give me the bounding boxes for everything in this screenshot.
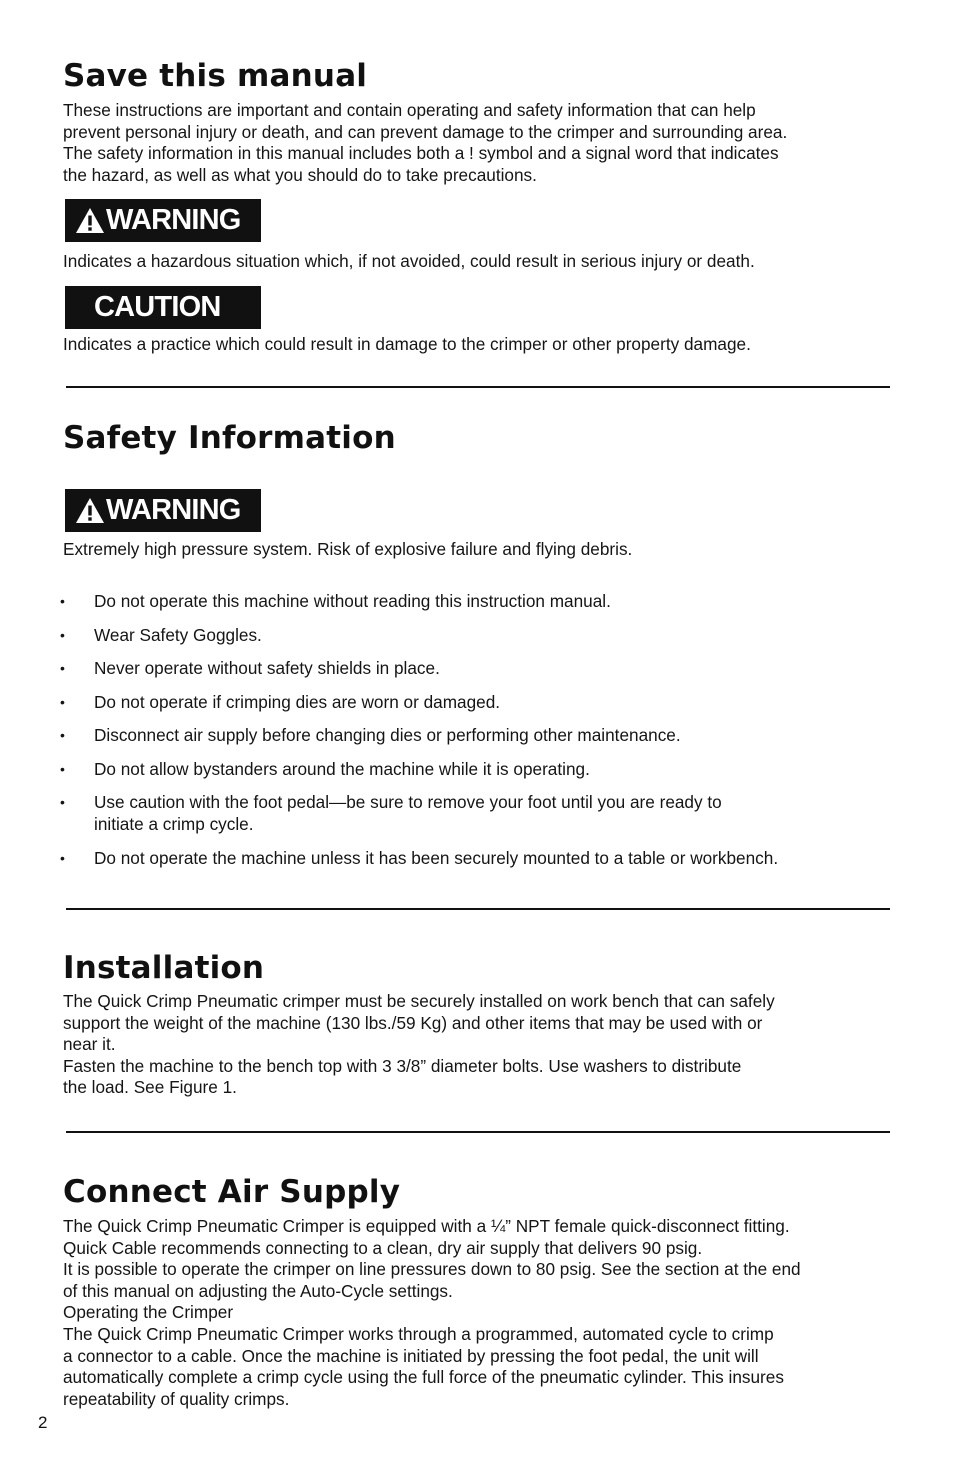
warning-triangle-icon [75,207,105,234]
warning-description-text: Indicates a hazardous situation which, if not avoided, could result in serious injury or death. [63,251,755,271]
caution-description [63,334,751,356]
save-manual-intro [63,100,787,186]
section-divider [66,908,890,910]
installation-text [63,991,775,1099]
bullet-marker: • [60,794,65,810]
air-supply-line: repeatability of quality crimps. [63,1388,290,1409]
page-number: 2 [38,1413,48,1432]
intro-line: prevent personal injury or death, and can prevent damage to the crimper and surrounding area. [63,121,788,142]
bullet-marker: • [60,626,65,643]
installation-line: The Quick Crimp Pneumatic crimper must be securely installed on work bench that can safely [63,991,775,1011]
list-item [60,590,900,612]
list-item-text: Disconnect air supply before changing dies or performing other maintenance. [94,725,681,745]
bullet-marker: • [60,760,65,777]
warning-signal-box [65,489,261,532]
section-divider [66,386,890,388]
safety-warning-text-line: Extremely high pressure system. Risk of explosive failure and flying debris. [63,539,633,559]
intro-line: These instructions are important and contain operating and safety information that can help [63,100,756,120]
list-item [60,758,900,780]
installation-line: the load. See Figure 1. [63,1077,237,1098]
installation-line: Fasten the machine to the bench top with 3 3/8” diameter bolts. Use washers to distribute [63,1055,742,1076]
list-item [60,847,900,869]
list-item-text: Do not operate this machine without reading this instruction manual. [94,591,611,611]
caution-signal-box [65,286,261,329]
air-supply-line: Quick Cable recommends connecting to a clean, dry air supply that delivers 90 psig. [63,1237,703,1258]
list-item [60,724,900,746]
air-supply-text [63,1216,801,1410]
list-item-text: Use caution with the foot pedal—be sure to remove your foot until you are ready to [94,792,722,812]
air-supply-line: The Quick Crimp Pneumatic Crimper works through a programmed, automated cycle to crimp [63,1323,774,1344]
list-item [60,791,900,835]
safety-information-heading: Safety Information [63,420,396,456]
safety-rules-list [60,590,900,869]
list-item-text: Do not operate if crimping dies are worn or damaged. [94,691,501,712]
warning-label: WARNING [106,204,241,236]
bullet-marker: • [60,593,65,609]
bullet-marker: • [60,693,65,710]
air-supply-line: The Quick Crimp Pneumatic Crimper is equipped with a ¼” NPT female quick-disconnect fitting. [63,1216,790,1236]
list-item-text: initiate a crimp cycle. [94,814,254,834]
warning-triangle-icon [75,497,105,524]
connect-air-supply-heading: Connect Air Supply [63,1174,401,1210]
operating-crimper-subheading: Operating the Crimper [63,1302,234,1323]
caution-label: CAUTION [94,291,221,323]
installation-heading: Installation [63,950,265,986]
intro-line: the hazard, as well as what you should do to take precautions. [63,164,537,185]
list-item-text: Do not operate the machine unless it has been securely mounted to a table or workbench. [94,847,779,868]
installation-line: near it. [63,1034,116,1055]
warning-label: WARNING [106,494,241,526]
list-item-text: Never operate without safety shields in place. [94,658,440,678]
bullet-marker: • [60,660,65,676]
air-supply-line: a connector to a cable. Once the machine is initiated by pressing the foot pedal, the unit will [63,1345,759,1366]
list-item [60,657,900,679]
warning-signal-box [65,199,261,242]
air-supply-line: automatically complete a crimp cycle using the full force of the pneumatic cylinder. This insures [63,1367,784,1388]
air-supply-line: of this manual on adjusting the Auto-Cycle settings. [63,1280,453,1301]
bullet-marker: • [60,727,65,743]
list-item-text: Do not allow bystanders around the machine while it is operating. [94,758,590,779]
intro-line: The safety information in this manual includes both a ! symbol and a signal word that indicates [63,143,779,164]
list-item [60,691,900,713]
warning-description [63,251,755,273]
safety-warning-text [63,539,632,561]
caution-description-text: Indicates a practice which could result in damage to the crimper or other property damage. [63,334,751,354]
save-manual-heading: Save this manual [63,58,368,94]
section-divider [66,1131,890,1133]
installation-line: support the weight of the machine (130 lbs./59 Kg) and other items that may be used with or [63,1012,763,1033]
bullet-marker: • [60,849,65,866]
air-supply-line: It is possible to operate the crimper on line pressures down to 80 psig. See the section at the end [63,1259,801,1280]
list-item-text: Wear Safety Goggles. [94,624,262,645]
list-item [60,624,900,646]
